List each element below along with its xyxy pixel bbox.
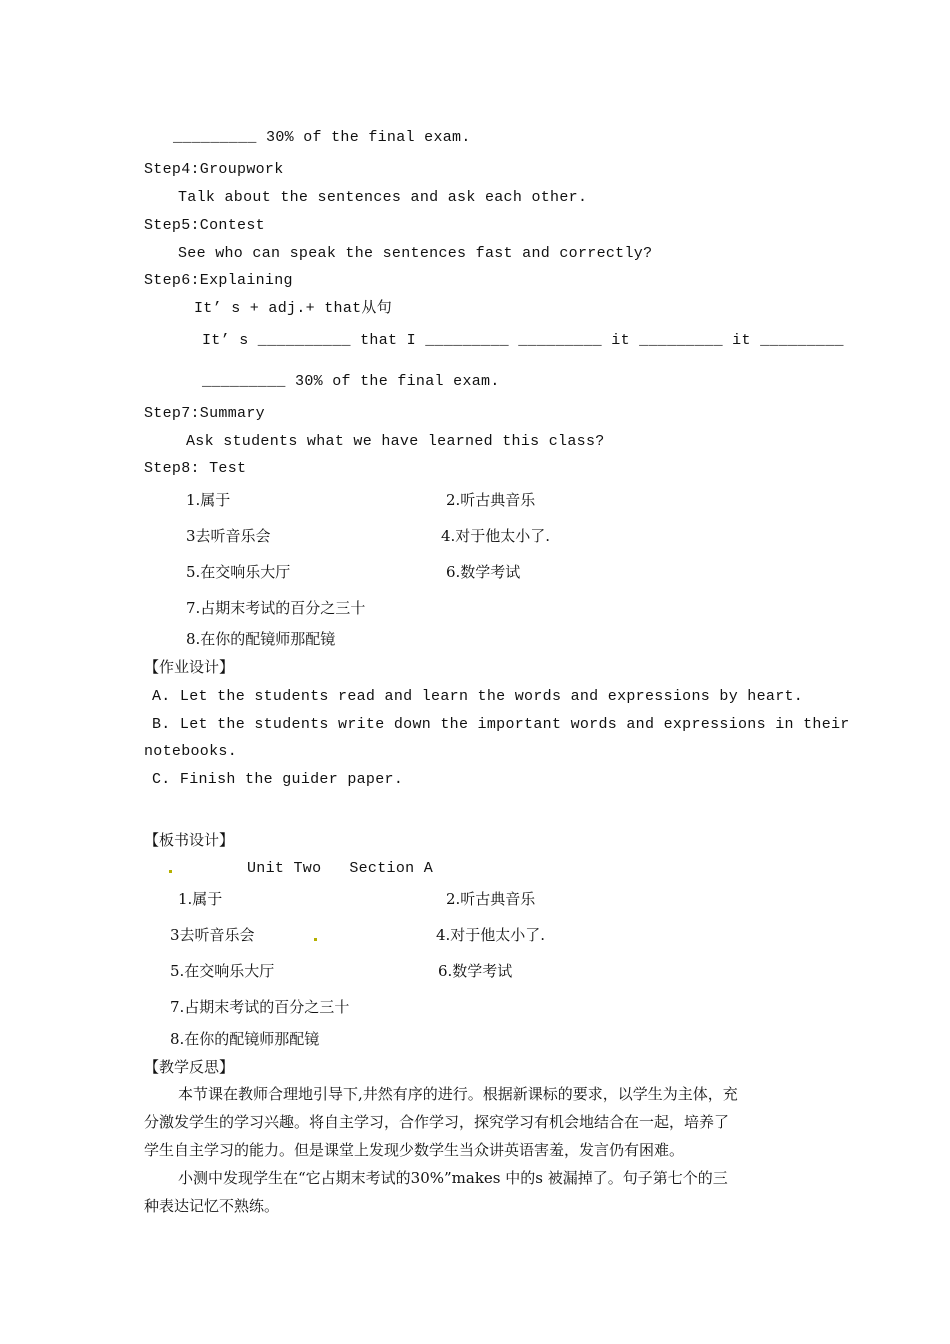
board-item-4: 4.对于他太小了.: [436, 926, 546, 944]
test-item-2: 2.听古典音乐: [446, 491, 536, 509]
homework-title: 【作业设计】: [144, 658, 235, 676]
reflection-title: 【教学反思】: [144, 1058, 235, 1076]
step5-body: See who can speak the sentences fast and correctly?: [178, 245, 653, 262]
decor-dot: [169, 870, 172, 873]
homework-b-line2: notebooks.: [144, 743, 238, 760]
step7-title: Step7:Summary: [144, 405, 265, 422]
homework-b-line1: B. Let the students write down the important words and expressions in their: [152, 716, 850, 733]
board-item-6: 6.数学考试: [438, 962, 513, 980]
reflection-p1-line1: 本节课在教师合理地引导下,井然有序的进行。根据新课标的要求，以学生为主体，充: [178, 1085, 738, 1103]
test-item-8: 8.在你的配镜师那配镜: [186, 630, 336, 648]
decor-dot: [314, 938, 317, 941]
test-item-3: 3去听音乐会: [186, 527, 271, 545]
homework-a: A. Let the students read and learn the words and expressions by heart.: [152, 688, 804, 705]
step4-body: Talk about the sentences and ask each other.: [178, 189, 588, 206]
board-item-2: 2.听古典音乐: [446, 890, 536, 908]
homework-c: C. Finish the guider paper.: [152, 771, 404, 788]
test-item-6: 6.数学考试: [446, 563, 521, 581]
step6-sentence-b: _________ 30% of the final exam.: [202, 373, 500, 390]
step6-pattern: It’ s + adj.+ that从句: [194, 300, 393, 317]
step6-sentence-a: It’ s __________ that I _________ _________ it _________ it _________: [202, 332, 844, 349]
test-item-4: 4.对于他太小了.: [441, 527, 551, 545]
reflection-p1-line3: 学生自主学习的能力。但是课堂上发现少数学生当众讲英语害羞，发言仍有困难。: [144, 1141, 685, 1159]
board-item-3: 3去听音乐会: [170, 926, 255, 944]
reflection-p2-line1: 小测中发现学生在“它占期末考试的30%”makes 中的s 被漏掉了。句子第七个的三: [178, 1169, 728, 1187]
board-title: 【板书设计】: [144, 831, 235, 849]
step6-title: Step6:Explaining: [144, 272, 293, 289]
reflection-p2-line2: 种表达记忆不熟练。: [144, 1197, 280, 1215]
test-item-1: 1.属于: [186, 491, 231, 509]
step7-body: Ask students what we have learned this class?: [186, 433, 605, 450]
intro-line: _________ 30% of the final exam.: [173, 129, 471, 146]
board-item-8: 8.在你的配镜师那配镜: [170, 1030, 320, 1048]
step4-title: Step4:Groupwork: [144, 161, 284, 178]
reflection-p1-line2: 分激发学生的学习兴趣。将自主学习，合作学习，探究学习有机会地结合在一起，培养了: [144, 1113, 730, 1131]
test-item-5: 5.在交响乐大厅: [186, 563, 291, 581]
board-item-7: 7.占期末考试的百分之三十: [170, 998, 350, 1016]
board-item-5: 5.在交响乐大厅: [170, 962, 275, 980]
step5-title: Step5:Contest: [144, 217, 265, 234]
test-item-7: 7.占期末考试的百分之三十: [186, 599, 366, 617]
board-heading: Unit Two Section A: [247, 860, 434, 877]
step8-title: Step8: Test: [144, 460, 247, 477]
board-item-1: 1.属于: [178, 890, 223, 908]
